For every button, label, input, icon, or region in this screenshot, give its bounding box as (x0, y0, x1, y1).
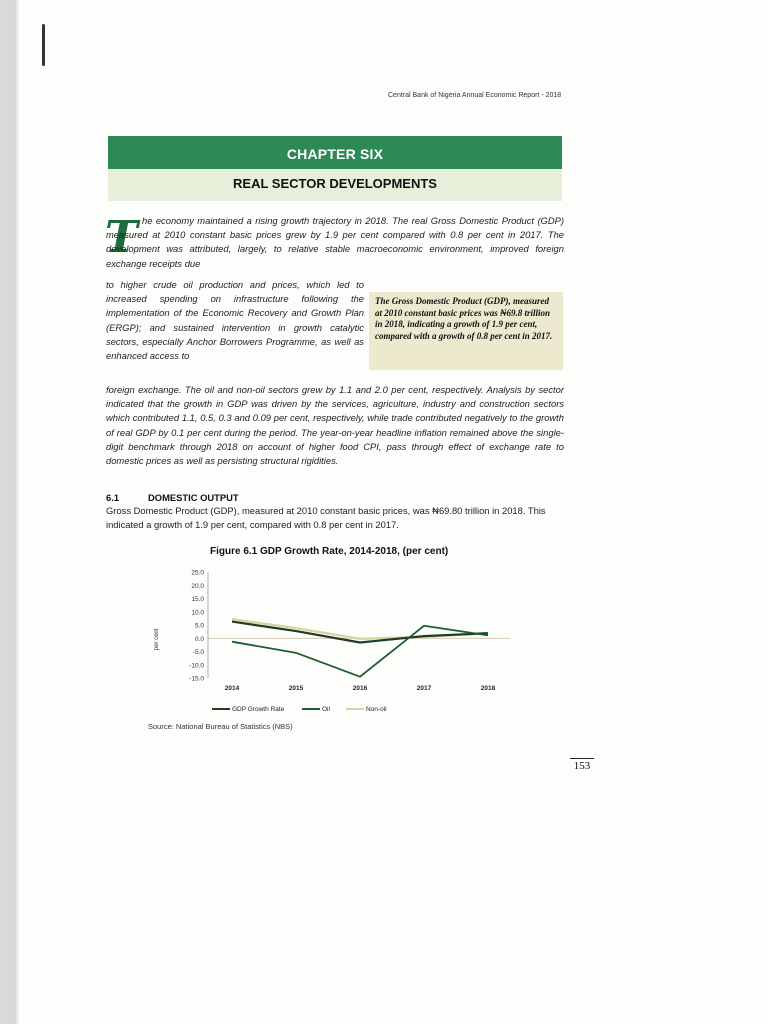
y-tick-label: -15.0 (189, 675, 204, 683)
figure-title: Figure 6.1 GDP Growth Rate, 2014-2018, (per cent) (210, 546, 449, 557)
highlight-callout: The Gross Domestic Product (GDP), measured at 2010 constant basic prices was ₦69.8 trillion in 2018, indicating a growth of 1.9 per cent, compared with a growth of 0.8 per cent in 2017. (369, 292, 563, 370)
y-tick-label: 10.0 (191, 609, 204, 617)
intro-continuation: foreign exchange. The oil and non-oil sectors grew by 1.1 and 2.0 per cent, respectively. Analysis by sector indicated that the growth in GDP was driven by the services, agriculture, industry and construction sectors which contributed 1.1, 0.5, 0.3 and 0.09 per cent, respectively, while trade contributed negatively to the growth of real GDP by 0.1 per cent during the period. The year-on-year headline inflation remained above the single-digit benchmark through 2018 on account of higher food CPI, pass through effect of exchange rate to domestic prices as well as persisting structural rigidities. (106, 384, 564, 467)
chapter-title: REAL SECTOR DEVELOPMENTS (108, 169, 562, 201)
legend-label: Non-oil (366, 706, 387, 713)
y-tick-label: 20.0 (191, 582, 204, 590)
intro-paragraph-start: he economy maintained a rising growth trajectory in 2018. The real Gross Domestic Product (GDP) measured at 2010 constant basic prices grew by 1.9 per cent compared with 0.8 per cent in 2017. The development was attributed, largely, to relative stable macroeconomic environment, improved foreign exchange receipts due (106, 215, 564, 269)
legend-label: GDP Growth Rate (232, 706, 285, 713)
y-tick-label: 0.0 (194, 635, 204, 643)
x-tick-label: 2014 (224, 685, 240, 692)
page-number: 153 (570, 758, 594, 772)
series-line-oil (232, 626, 488, 677)
x-tick-label: 2018 (480, 685, 496, 692)
figure-source: Source: National Bureau of Statistics (NBS) (148, 722, 293, 731)
chart-svg (140, 560, 520, 720)
y-tick-label: 25.0 (191, 569, 204, 577)
intro-left-column: to higher crude oil production and prices, which led to increased spending on infrastructure following the implementation of the Economic Recovery and Growth Plan (ERGP); and sustained intervention in growth catalytic sectors, especially Anchor Borrowers Programme, as well as enhanced access to (106, 279, 364, 362)
legend-label: Oil (322, 706, 330, 713)
x-tick-label: 2016 (352, 685, 368, 692)
drop-cap: T (105, 212, 138, 263)
y-axis-label: per cent (154, 628, 160, 651)
chapter-label: CHAPTER SIX (108, 136, 562, 169)
section-paragraph: Gross Domestic Product (GDP), measured at 2010 constant basic prices, was ₦69.80 trillion in 2018. This indicated a growth of 1.9 per cent, compared with 0.8 per cent in 2017. (106, 505, 546, 530)
section-number: 6.1 (106, 492, 120, 503)
running-header: Central Bank of Nigeria Annual Economic Report - 2018 (388, 92, 562, 99)
page-edge-shadow (14, 0, 20, 1024)
x-tick-label: 2017 (416, 685, 432, 692)
y-tick-label: 15.0 (191, 596, 204, 603)
y-tick-label: -5.0 (192, 649, 204, 656)
gdp-growth-chart (140, 560, 520, 725)
y-tick-label: -10.0 (189, 662, 204, 670)
y-tick-label: 5.0 (194, 622, 204, 630)
intro-paragraph-line2: relative stable macroeconomic environment, improved foreign exchange receipts due (106, 243, 564, 269)
x-tick-label: 2015 (288, 685, 304, 692)
binding-mark (42, 24, 45, 66)
section-heading: DOMESTIC OUTPUT (148, 492, 239, 503)
